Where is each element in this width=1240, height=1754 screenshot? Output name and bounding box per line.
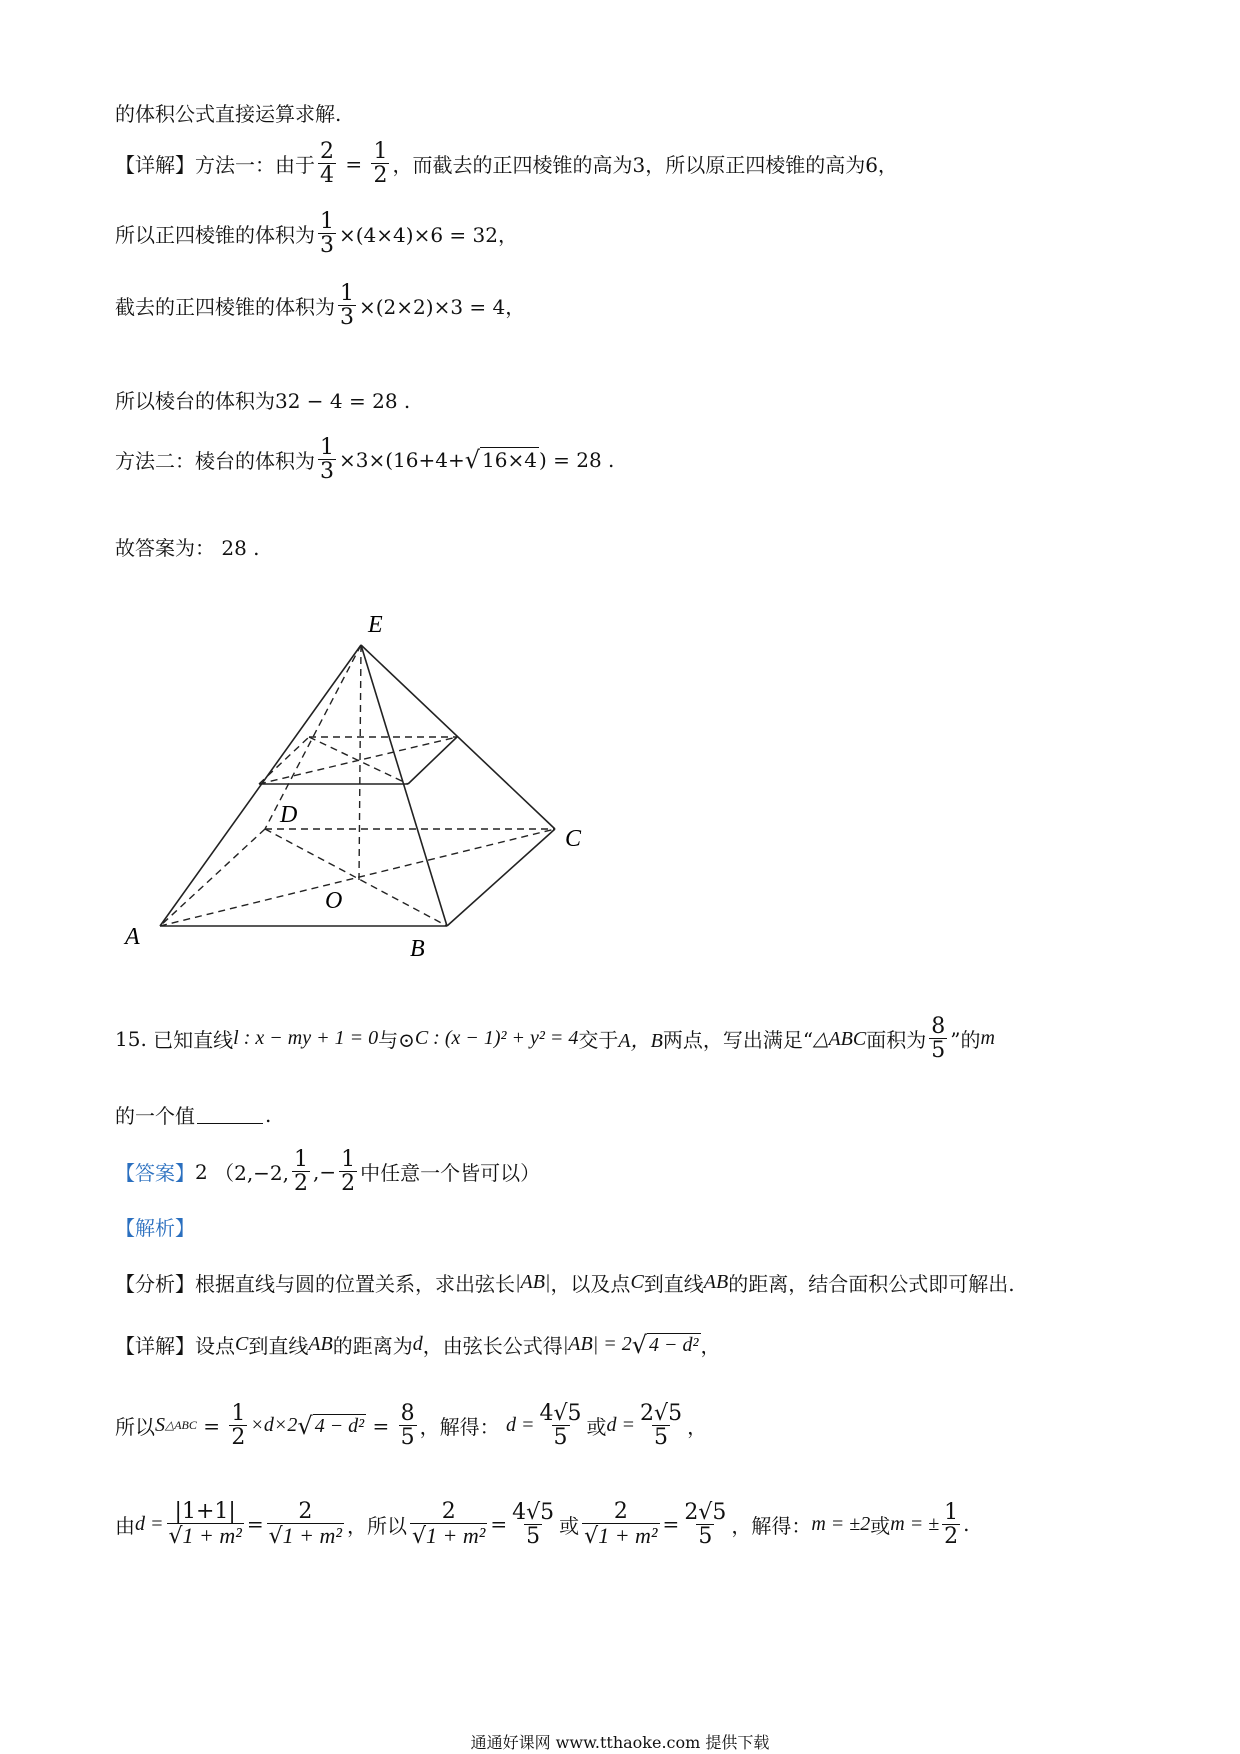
area-line: 所以 S △ABC = $\frac{1}{2}$ ×d×2 √ 4 − d² = $\frac{8}{5}$ ，解得： d = $\frac{4√5}{5}$ 或 d = $\frac{2√5}{5}$ ，	[115, 1401, 708, 1451]
math-expression: ×(4×4)×6 = 32，	[339, 223, 518, 248]
text-line-2: 【详解】方法一：由于 $\frac{2}{4}$ = $\frac{1}{2}$ ，而截去的正四棱锥的高为3，所以原正四棱锥的高为6，	[115, 139, 898, 189]
fraction-1-2: $\frac{1}{2}$	[231, 1401, 246, 1451]
question-15-line-1	[115, 1015, 995, 1062]
fraction-2-sqrt: $\frac{2}{\text{√1 + m²}}$	[584, 1499, 658, 1550]
line-text: ，所以	[347, 1513, 408, 1538]
xiangjie-tag: 【详解】	[115, 1334, 195, 1358]
line-text: 根据直线与圆的位置关系，求出弦长	[195, 1272, 515, 1296]
math-expression: ×d×2	[250, 1414, 298, 1437]
fraction-den: 1 + m²	[282, 1523, 343, 1549]
line-text: ，	[687, 1415, 708, 1440]
line-text: 两点，写出满足“	[662, 1028, 814, 1053]
line-text: .	[963, 1512, 970, 1537]
label-C: C	[565, 826, 582, 852]
line-text: ”的	[950, 1028, 981, 1053]
fraction-num: 2	[298, 1499, 313, 1524]
point-c: C	[630, 1271, 644, 1293]
fenxi-tag: 【分析】	[115, 1272, 195, 1296]
sqrt-content: 4 − d²	[649, 1333, 699, 1356]
math-expression: ×3×(16+4+	[339, 447, 465, 472]
fraction-num: |1+1|	[174, 1499, 236, 1524]
line-text: ，而截去的正四棱锥的高为3，所以原正四棱锥的高为6，	[392, 153, 898, 178]
line-text: ，由弦长公式得	[422, 1334, 563, 1358]
line-text: 的距离为	[332, 1334, 413, 1358]
sqrt-expression: √ 4 − d²	[297, 1411, 365, 1440]
fraction-8-5	[929, 1015, 947, 1062]
pyramid-figure	[110, 600, 610, 980]
line-text: 面积为	[866, 1028, 927, 1053]
fraction-den: 1 + m²	[426, 1523, 486, 1549]
line-text: 与⊙	[378, 1028, 415, 1053]
math-abs-ab: |AB|	[515, 1271, 551, 1293]
line-equation: l : x − my + 1 = 0	[233, 1027, 379, 1050]
fraction-1-2: $\frac{1}{2}$	[944, 1499, 959, 1549]
answer-blank[interactable]	[197, 1105, 263, 1124]
math-expression: d =	[135, 1512, 164, 1535]
final-line: 由 d = $\frac{|1+1|}{\text{√1 + m²}}$ = $\frac{2}{\text{√1 + m²}}$ ，所以 $\frac{2}{\text{√1 + m²}}$ = $\frac{4√5}{5}$ 或 $\frac{2}{\text{√1 + m²}}$ = $\frac{2√5}{5}$ ，解得： m = ±2 或 m = ± $\frac{1}{2}$ .	[115, 1499, 970, 1550]
line-text: .	[265, 1102, 272, 1127]
line-text: 的体积公式直接运算求解.	[115, 102, 342, 126]
math-expression: ) = 28 .	[538, 447, 615, 472]
analysis-tag: 【解析】	[115, 1216, 195, 1240]
text-line-3	[115, 210, 518, 257]
text-line-5	[115, 385, 410, 414]
variable-d: d	[412, 1333, 423, 1355]
math-expression: m = ±	[890, 1512, 940, 1535]
line-text: 或	[586, 1415, 607, 1440]
variable-m: m	[980, 1027, 995, 1050]
sqrt-expression: √ 16×4	[464, 446, 537, 475]
line-text: ，解得：	[419, 1415, 500, 1440]
fraction-2-sqrt: $\frac{2}{\text{√1 + m²}}$	[268, 1499, 343, 1550]
label-A: A	[125, 924, 140, 950]
line-text: 所以	[115, 1415, 155, 1440]
line-ab: AB	[308, 1333, 333, 1355]
label-E: E	[368, 612, 383, 638]
line-text: 所以棱台的体积为32 − 4 = 28 .	[115, 389, 411, 413]
label-O: O	[325, 888, 343, 914]
question-15-line-2	[115, 1100, 271, 1129]
fraction-4sqrt5-5: $\frac{4√5}{5}$	[512, 1499, 555, 1549]
question-number: 15.	[115, 1026, 147, 1051]
fraction-den: 1 + m²	[598, 1523, 658, 1549]
fraction-2-sqrt: $\frac{2}{\text{√1 + m²}}$	[412, 1499, 486, 1550]
sqrt-content: 4 − d²	[314, 1414, 365, 1437]
area-subscript: △ABC	[165, 1418, 197, 1433]
fraction-4sqrt5-5: $\frac{4√5}{5}$	[539, 1401, 582, 1451]
fraction-1-3: $\frac{1}{3}$	[320, 209, 334, 259]
sqrt-expression: √ 4 − d²	[631, 1330, 699, 1359]
fraction-1-3: $\frac{1}{3}$	[340, 281, 354, 331]
area-symbol: S	[155, 1414, 165, 1437]
line-text: 截去的正四棱锥的体积为	[115, 295, 335, 320]
label-D: D	[280, 802, 298, 828]
fraction-8-5: $\frac{8}{5}$	[400, 1401, 415, 1451]
line-text: 设点	[195, 1334, 235, 1358]
line-text: 故答案为： 28 .	[115, 536, 260, 560]
math-expression: d =	[606, 1414, 636, 1437]
line-text: 到直线	[643, 1272, 704, 1296]
fraction-distance: $\frac{|1+1|}{\text{√1 + m²}}$	[168, 1499, 242, 1550]
fraction-2sqrt5-5: $\frac{2√5}{5}$	[640, 1401, 683, 1451]
fraction-2sqrt5-5: $\frac{2√5}{5}$	[684, 1499, 727, 1549]
fraction-1-2: $\frac{1}{2}$	[294, 1147, 309, 1197]
fraction-1-3: $\frac{1}{3}$	[320, 435, 334, 485]
line-text: ，解得：	[731, 1513, 812, 1538]
line-text: 方法二：棱台的体积为	[115, 449, 315, 474]
math-expression: |AB| = 2	[562, 1333, 632, 1355]
line-text: 或	[870, 1513, 891, 1538]
line-ab: AB	[703, 1271, 729, 1293]
point-c: C	[235, 1333, 249, 1355]
line-text: 已知直线	[153, 1028, 234, 1053]
line-text: 由	[115, 1513, 135, 1538]
line-text: 所以正四棱锥的体积为	[115, 223, 315, 248]
footer: 通通好课网 www.tthaoke.com 提供下载	[470, 1733, 770, 1752]
answer-value: 2	[195, 1159, 208, 1184]
math-expression: m = ±2	[811, 1512, 871, 1535]
answer-note: （2,−2,	[214, 1161, 290, 1186]
fenxi-line	[115, 1268, 1015, 1297]
fraction-den: 1 + m²	[182, 1523, 242, 1549]
xiangjie-line	[115, 1330, 721, 1359]
text-line-7	[115, 532, 260, 561]
text-line-4	[115, 282, 525, 329]
line-text: 的距离，结合面积公式即可解出.	[728, 1272, 1015, 1296]
answer-line: 【答案】 2 （2,−2, $\frac{1}{2}$ ,− $\frac{1}{2}$ 中任意一个皆可以）	[115, 1147, 541, 1197]
label-B: B	[410, 936, 425, 962]
text-line-6	[115, 436, 614, 483]
equals: =	[372, 1413, 390, 1438]
fraction-num: 8	[931, 1014, 946, 1039]
text-line-1	[115, 98, 341, 127]
analysis-tag-line	[115, 1212, 195, 1241]
line-text: ，	[700, 1334, 721, 1358]
line-text: ，以及点	[550, 1272, 631, 1296]
line-text: 的一个值	[115, 1104, 195, 1128]
fraction-1-2: $\frac{1}{2}$	[373, 139, 388, 189]
fraction-2-4: $\frac{2}{4}$	[320, 139, 334, 189]
math-expression: d =	[506, 1414, 535, 1437]
line-text: 或	[559, 1513, 580, 1538]
answer-note: 中任意一个皆可以）	[360, 1161, 541, 1186]
triangle-name: △ABC	[813, 1028, 867, 1051]
line-text: 交于	[578, 1028, 619, 1053]
points: A，B	[618, 1030, 663, 1053]
fraction-den: 5	[931, 1038, 946, 1064]
answer-tag: 【答案】	[115, 1161, 195, 1186]
math-expression: ×(2×2)×3 = 4，	[359, 295, 526, 320]
fraction-1-2: $\frac{1}{2}$	[341, 1147, 356, 1197]
line-text: 【详解】方法一：由于	[115, 153, 315, 178]
circle-equation: C : (x − 1)² + y² = 4	[414, 1027, 579, 1050]
sqrt-content: 16×4	[482, 448, 537, 473]
line-text: 到直线	[248, 1334, 309, 1358]
